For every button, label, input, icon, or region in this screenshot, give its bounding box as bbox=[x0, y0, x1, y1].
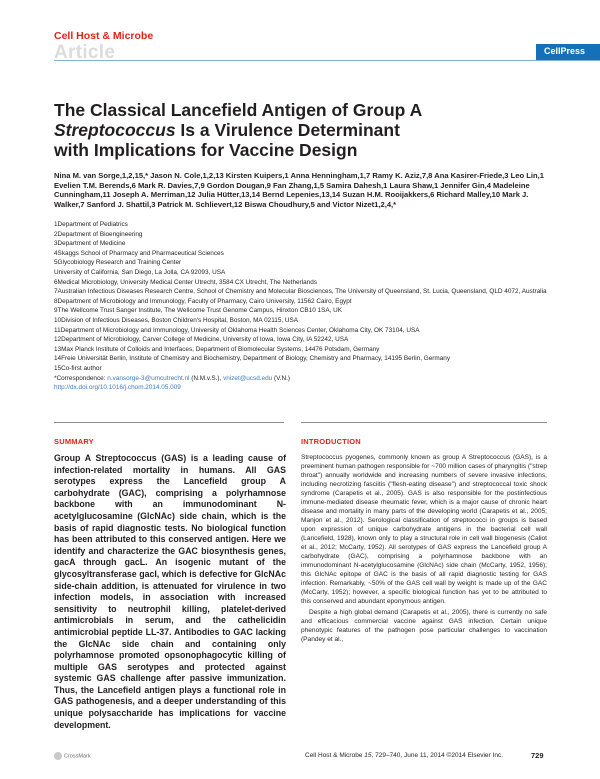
intro-paragraph-1: Streptococcus pyogenes, commonly known as group A Streptococcus (GAS), is a preeminent human pathogen responsible for ~700 million cases of pharyngitis ("strep throat") annually worldwide and increasing numbers of severe invasive infections, including necrotizing fasciitis ("flesh-eating disease") and streptococcal toxic shock syndrome (Carapetis et al., 2005). GAS is also responsible for the postinfectious immune-mediated disease rheumatic fever, which is a major cause of chronic heart disease and mortality in many parts of the developing world (Carapetis et al., 2005; Manjon et al., 2012). Serological classification of streptococci in groups is based upon expression of unique carbohydrate antigens in the bacterial cell wall (Lancefield, 1928), known only to play a structural role in cell wall biogenesis (Caliot et al., 2012; McCarty, 1952). All serotypes of GAS express the Lancefield group A carbohydrate (GAC), comprising a polyrhamnose backbone with an immunodominant N-acetylglucosamine (GlcNAc) side chain (McCarty, 1952, 1956); this GlcNAc epitope of GAC is the basis of all rapid diagnostic testing for GAS infection. Remarkably, ~50% of the GAS cell wall by weight is made up of the GAC (McCarty, 1952); however, a specific biological function has yet to be attributed to this conserved and abundant eponymous antigen. bbox=[301, 454, 547, 605]
introduction-heading: INTRODUCTION bbox=[301, 437, 361, 446]
affiliation: 2Department of Bioengineering bbox=[54, 230, 143, 238]
correspondence: *Correspondence: n.vansorge-3@umcutrecht.nl (N.M.v.S.), vnizet@ucsd.edu (V.N.) bbox=[54, 374, 291, 382]
section-rule-left bbox=[54, 422, 284, 423]
email-link-1[interactable]: n.vansorge-3@umcutrecht.nl bbox=[107, 374, 190, 382]
affiliations bbox=[54, 220, 554, 393]
affiliation: 6Medical Microbiology, University Medical Center Utrecht, 3584 CX Utrecht, The Netherlands bbox=[54, 278, 317, 286]
paper-title bbox=[54, 100, 514, 160]
citation-footer: Cell Host & Microbe 15, 729–740, June 11, 2014 ©2014 Elsevier Inc. bbox=[305, 752, 503, 759]
email-link-2[interactable]: vnizet@ucsd.edu bbox=[223, 374, 273, 382]
title-line-1: The Classical Lancefield Antigen of Group A bbox=[54, 100, 423, 120]
article-type-label: Article bbox=[54, 42, 116, 63]
doi-link[interactable]: http://dx.doi.org/10.1016/j.chom.2014.05.009 bbox=[54, 384, 181, 392]
summary-heading: SUMMARY bbox=[54, 437, 94, 446]
affiliation: 11Department of Microbiology and Immunology, University of Oklahoma Health Sciences Center, Oklahoma City, OK 73104, USA bbox=[54, 326, 420, 334]
title-species: Streptococcus bbox=[54, 120, 176, 140]
page-number: 729 bbox=[531, 751, 544, 760]
affiliation: 8Department of Microbiology and Immunology, Faculty of Pharmacy, Cairo University, 11562 Cairo, Egypt bbox=[54, 297, 352, 305]
author-list: Nina M. van Sorge,1,2,15,* Jason N. Cole,1,2,13 Kirsten Kuipers,1 Anna Henningham,1,7 Ramy K. Aziz,7,8 Ana Kasirer-Friede,3 Leo Lin,1 Evelien T.M. Berends,6 Mark R. Davies,7,9 Gordon Dougan,9 Fan Zhang,1,5 Samira Dahesh,1 Laura Shaw,1 Jennifer Gin,4 Madeleine Cunningham,11 Joseph A. Merriman,12 Julia Hütter,13,14 Bernd Lepenies,13,14 Suzan H.M. Rooijakkers,6 Richard Malley,10 Mark J. Walker,7 Sanford J. Shattil,3 Patrick M. Schlievert,12 Biswa Choudhury,5 and Victor Nizet1,2,4,* bbox=[54, 171, 544, 209]
affiliation: 10Division of Infectious Diseases, Boston Children's Hospital, Boston, MA 02115, USA bbox=[54, 316, 299, 324]
affiliation: 9The Wellcome Trust Sanger Institute, The Wellcome Trust Genome Campus, Hinxton CB10 1SA, UK bbox=[54, 307, 343, 315]
affiliation: 4Skaggs School of Pharmacy and Pharmaceutical Sciences bbox=[54, 249, 224, 257]
affiliation: 12Department of Microbiology, Carver College of Medicine, University of Iowa, Iowa City, IA 52242, USA bbox=[54, 336, 349, 344]
crossmark-icon bbox=[54, 752, 62, 760]
introduction-text bbox=[301, 453, 547, 644]
affiliation: 15Co-first author bbox=[54, 364, 102, 372]
title-line-3: with Implications for Vaccine Design bbox=[54, 140, 358, 160]
intro-paragraph-2: Despite a high global demand (Carapetis et al., 2005), there is currently no safe and efficacious commercial vaccine against GAS infection. Certain unique phenotypic features of the pathogen pose particular challenges to vaccination (Pandey et al., bbox=[301, 609, 547, 643]
affiliation: 13Max Planck Institute of Colloids and Interfaces, Department of Biomolecular Systems, 14476 Potsdam, Germany bbox=[54, 345, 380, 353]
affiliation: 7Australian Infectious Diseases Research Centre, School of Chemistry and Molecular Biosciences, The University of Queensland, St. Lucia, Queensland, QLD 4072, Australia bbox=[54, 288, 547, 296]
affiliation: 1Department of Pediatrics bbox=[54, 221, 128, 228]
section-rule-right bbox=[301, 422, 547, 423]
header-rule bbox=[54, 60, 600, 61]
crossmark-logo[interactable]: CrossMark bbox=[54, 752, 91, 760]
summary-text: Group A Streptococcus (GAS) is a leading cause of infection-related mortality in humans. All GAS serotypes express the Lancefield group A carbohydrate (GAC), comprising a polyrhamnose backbone with an immunodominant N-acetylglucosamine (GlcNAc) side chain, which is the basis of rapid diagnostic tests. No biological function has been attributed to this conserved antigen. Here we identify and characterize the GAC biosynthesis genes, gacA through gacL. An isogenic mutant of the glycosyltransferase gacI, which is defective for GlcNAc side-chain addition, is attenuated for virulence in two infection models, in association with increased sensitivity to neutrophil killing, platelet-derived antimicrobials in serum, and the cathelicidin antimicrobial peptide LL-37. Antibodies to GAC lacking the GlcNAc side chain and containing only polyrhamnose promoted opsonophagocytic killing of multiple GAS serotypes and protected against systemic GAS challenge after passive immunization. Thus, the Lancefield antigen plays a functional role in GAS pathogenesis, and a deeper understanding of this unique polysaccharide has implications for vaccine development. bbox=[54, 453, 286, 730]
publisher-logo: CellPress bbox=[536, 44, 600, 60]
affiliation: 14Freie Universität Berlin, Institute of Chemistry and Biochemistry, Department of Biology, Chemistry and Pharmacy, 14195 Berlin, Germany bbox=[54, 355, 451, 363]
affiliation: 3Department of Medicine bbox=[54, 240, 126, 248]
journal-name: Cell Host & Microbe bbox=[54, 30, 154, 42]
affiliation: University of California, San Diego, La Jolla, CA 92093, USA bbox=[54, 268, 226, 276]
affiliation: 5Glycobiology Research and Training Center bbox=[54, 259, 182, 267]
title-line-2: Is a Virulence Determinant bbox=[175, 120, 400, 140]
